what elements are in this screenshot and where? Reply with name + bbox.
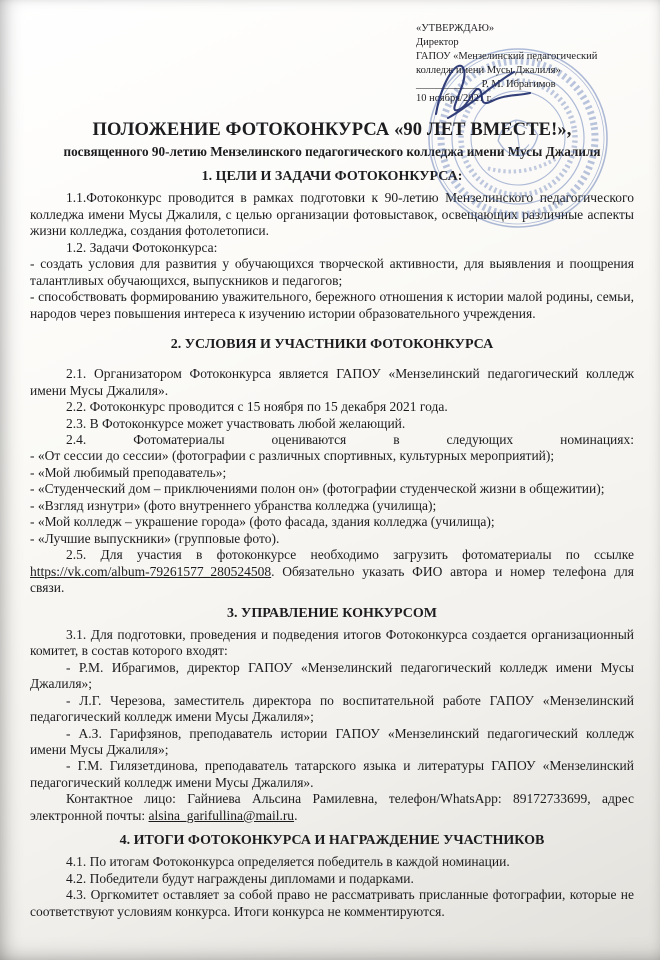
paragraph-2-5-text: 2.5. Для участия в фотоконкурсе необходимо загрузить фотоматериалы по ссылке — [66, 547, 634, 563]
nomination-item: - «Взгляд изнутри» (фото внутреннего убранства колледжа (училища); — [30, 497, 437, 513]
approval-line: Директор — [416, 37, 459, 49]
paragraph-2-5-text: . Обязательно указать ФИО автора и номер телефона для связи. — [30, 563, 634, 596]
nomination-item: - «Мой любимый преподаватель»; — [30, 464, 227, 480]
approval-signature-line: ____________ Р. М. Ибрагимов — [416, 79, 556, 91]
committee-member: - Л.Г. Черезова, заместитель директора по воспитательной работе ГАПОУ «Мензелинский педагогический колледж имени Мусы Джалиля»; — [30, 692, 634, 725]
paragraph-3-1: 3.1. Для подготовки, проведения и подведения итогов Фотоконкурса создается организационный комитет, в состав которого входят: — [30, 626, 634, 659]
approval-line: колледж имени Мусы Джалиля» — [416, 65, 561, 77]
section-3-heading: 3. УПРАВЛЕНИЕ КОНКУРСОМ — [227, 605, 437, 621]
paragraph-1-2: 1.2. Задачи Фотоконкурса: — [66, 239, 218, 255]
approval-line: «УТВЕРЖДАЮ» — [416, 23, 495, 34]
paragraph-2-3: 2.3. В Фотоконкурсе может участвовать любой желающий. — [66, 415, 406, 431]
paragraph-4-1: 4.1. По итогам Фотоконкурса определяется победитель в каждой номинации. — [66, 854, 510, 870]
section-2-heading: 2. УСЛОВИЯ И УЧАСТНИКИ ФОТОКОНКУРСА — [170, 337, 494, 353]
paragraph-4-3: 4.3. Оргкомитет оставляет за собой право не рассматривать присланные фотографии, которые не соответствуют условиям конкурса. Итоги конкурса не комментируются. — [30, 887, 634, 919]
task-item: - способствовать формированию уважительного, бережного отношения к истории малой родины, семьи, народов через повышения интереса к изучению истории образовательного учреждения. — [30, 289, 634, 321]
nomination-item: - «Мой колледж – украшение города» (фото фасада, здания колледжа (училища); — [30, 514, 495, 530]
contact-paragraph — [30, 791, 634, 824]
paragraph-4-2: 4.2. Победители будут награждены дипломами и подарками. — [66, 870, 414, 886]
section-1-heading: 1. ЦЕЛИ И ЗАДАЧИ ФОТОКОНКУРСА: — [201, 169, 463, 185]
committee-member: - Р.М. Ибрагимов, директор ГАПОУ «Мензелинский педагогический колледж имени Мусы Джалиля»; — [30, 659, 634, 692]
contact-email-link[interactable]: alsina_garifullina@mail.ru — [148, 807, 295, 823]
paragraph-2-1: 2.1. Организатором Фотоконкурса является ГАПОУ «Мензелинский педагогический колледж имени Мусы Джалиля». — [30, 366, 634, 398]
task-item: - создать условия для развития у обучающихся творческой активности, для выявления и поощрения талантливых обучающихся, выпускников и педагогов; — [30, 256, 634, 288]
contact-text: Контактное лицо: Гайниева Альсина Рамилевна, телефон/WhatsApp: 89172733699, адрес электронной почты: — [30, 791, 634, 823]
paragraph-2-4: 2.4. Фотоматериалы оцениваются в следующих номинациях: — [66, 432, 634, 447]
section-4-heading: 4. ИТОГИ ФОТОКОНКУРСА И НАГРАЖДЕНИЕ УЧАСТНИКОВ — [119, 833, 545, 849]
director-signature-icon — [418, 48, 558, 136]
document-title: ПОЛОЖЕНИЕ ФОТОКОНКУРСА «90 ЛЕТ ВМЕСТЕ!», — [92, 120, 572, 141]
nomination-item: - «Студенческий дом – приключениями полон он» (фотографии студенческой жизни в общежитии); — [30, 481, 605, 497]
paragraph-2-2: 2.2. Фотоконкурс проводится с 15 ноября по 15 декабря 2021 года. — [66, 399, 448, 415]
approval-date: 10 ноября/2021 г. — [416, 93, 493, 105]
approval-line: ГАПОУ «Мензелинский педагогический — [416, 51, 598, 63]
paragraph-1-1: 1.1.Фотоконкурс проводится в рамках подготовки к 90-летию Мензелинского педагогического колледжа имени Мусы Джалиля, с целью организации фотовыставок, освещающих различные аспекты жизни колледжа, создания фотолетописи. — [30, 190, 634, 239]
contact-text: . — [294, 807, 298, 823]
document-subtitle: посвященного 90-летию Мензелинского педагогического колледжа имени Мусы Джалиля — [63, 144, 601, 160]
committee-member: - Г.М. Гилязетдинова, преподаватель татарского языка и литературы ГАПОУ «Мензелинский педагогический колледж имени Мусы Джалиля». — [30, 758, 634, 790]
committee-member: - А.З. Гарифзянов, преподаватель истории ГАПОУ «Мензелинский педагогический колледж имени Мусы Джалиля»; — [30, 725, 634, 757]
vk-album-link[interactable]: https://vk.com/album-79261577_280524508 — [30, 563, 272, 579]
nomination-item: - «Лучшие выпускники» (групповые фото). — [30, 530, 280, 546]
nomination-item: - «От сессии до сессии» (фотографии с различных спортивных, культурных мероприятий); — [30, 448, 555, 464]
paragraph-2-5 — [30, 547, 634, 596]
